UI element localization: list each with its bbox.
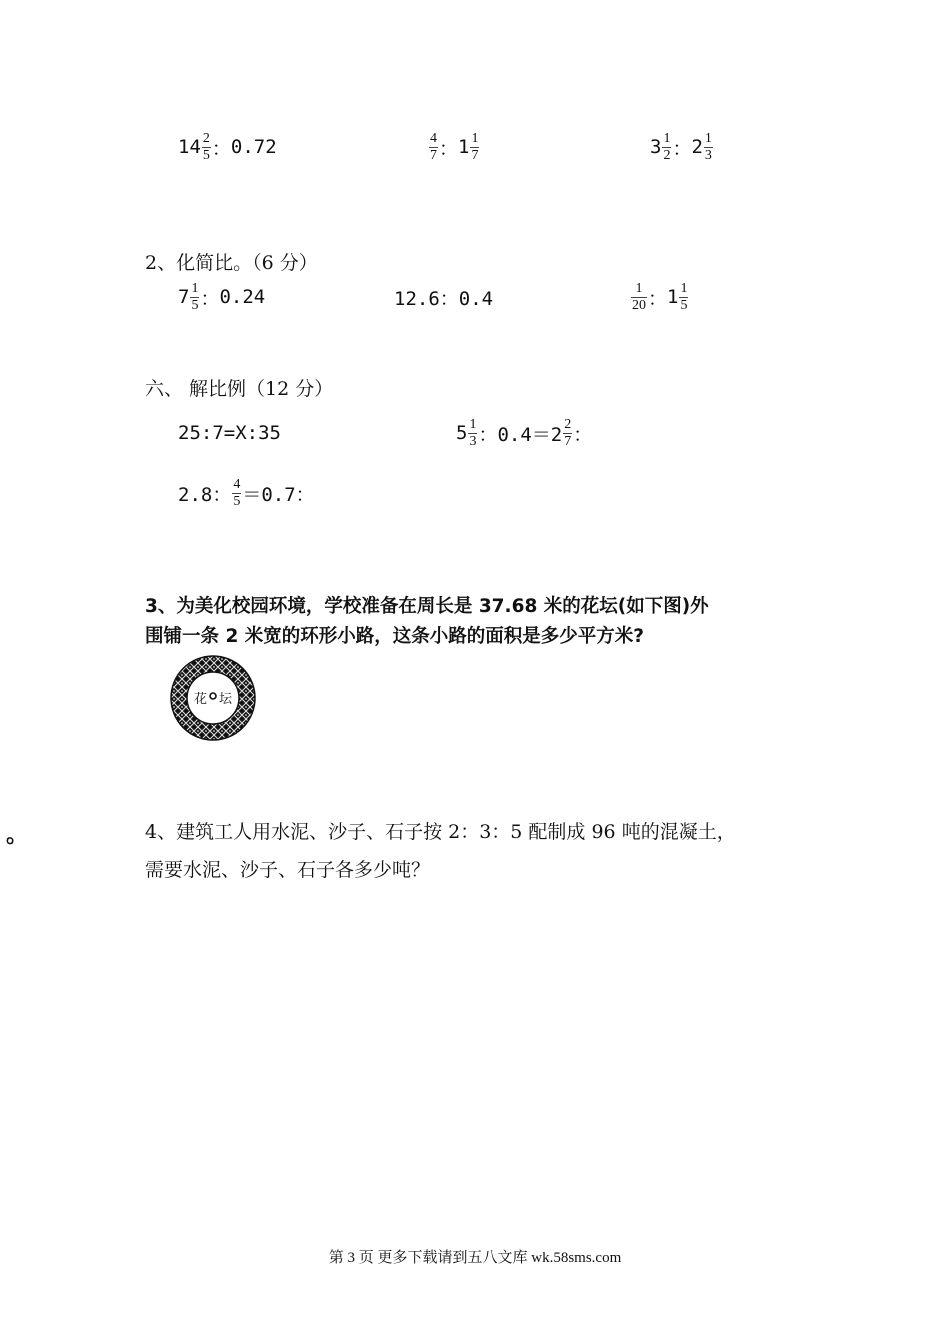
- fraction: $\frac{2}{5}$: [202, 130, 210, 163]
- simplify-item-1: [178, 277, 265, 317]
- fraction: $\frac{1}{5}$: [680, 280, 688, 313]
- fraction: $\frac{4}{7}$: [430, 130, 437, 163]
- ratio-item-1: [178, 127, 277, 167]
- flower-bed-ring-image: [170, 655, 256, 741]
- margin-bullet: 。: [6, 822, 29, 848]
- whole-number: 2: [691, 136, 703, 158]
- whole-number: 5: [456, 422, 468, 444]
- problem-3-line-2: 围铺一条 2 米宽的环形小路，这条小路的面积是多少平方米?: [145, 626, 644, 647]
- ratio-rhs: 0.24: [219, 286, 266, 308]
- fraction: $\frac{1}{5}$: [191, 280, 199, 313]
- whole-number: 1: [667, 286, 679, 308]
- section-heading-simplify: 2、化简比。（6 分）: [145, 252, 318, 274]
- fraction: $\frac{4}{5}$: [233, 476, 241, 509]
- proportion-middle: ：0.4＝2: [478, 423, 563, 446]
- whole-number: 7: [178, 286, 190, 308]
- figure-label-flower: 花: [194, 692, 208, 707]
- whole-number: 14: [178, 136, 201, 158]
- proportion-item-2: [456, 413, 592, 453]
- ratio-item-3: [650, 127, 714, 167]
- ratio-colon: ：: [211, 137, 231, 160]
- ratio-colon: ：: [648, 287, 668, 310]
- simplify-item-2: 12.6：0.4: [394, 287, 494, 310]
- ratio-item-2: [428, 127, 480, 167]
- fraction: $\frac{1}{7}$: [471, 130, 479, 163]
- fraction: $\frac{1}{2}$: [663, 130, 671, 163]
- proportion-item-1: 25:7=X:35: [178, 422, 281, 444]
- proportion-tail: ：: [573, 423, 593, 446]
- simplify-item-3: [630, 277, 689, 317]
- ratio-colon: ：: [200, 287, 220, 310]
- ratio-colon: ：: [672, 137, 692, 160]
- whole-number: 3: [650, 136, 662, 158]
- fraction: $\frac{1}{20}$: [632, 280, 646, 313]
- page-footer: 第 3 页 更多下载请到五八文库 wk.58sms.com: [328, 1250, 622, 1266]
- proportion-item-3: [178, 473, 315, 513]
- problem-3-line-1: 3、为美化校园环境，学校准备在周长是 37.68 米的花坛(如下图)外: [145, 596, 709, 617]
- problem-4-line-2: 需要水泥、沙子、石子各多少吨？: [145, 859, 431, 881]
- proportion-lhs: 2.8：: [178, 483, 232, 506]
- fraction: $\frac{1}{3}$: [469, 416, 477, 449]
- whole-number: 1: [458, 136, 470, 158]
- section-heading-solve: 六、 解比例（12 分）: [145, 378, 334, 400]
- problem-4-line-1: 4、建筑工人用水泥、沙子、石子按 2：3：5 配制成 96 吨的混凝土，: [145, 821, 736, 843]
- figure-label-bed: 坛: [219, 692, 233, 707]
- fraction: $\frac{1}{3}$: [704, 130, 712, 163]
- flower-bed-figure: [170, 655, 256, 741]
- ratio-rhs: 0.72: [230, 136, 277, 158]
- fraction: $\frac{2}{7}$: [564, 416, 572, 449]
- proportion-tail: ＝0.7：: [242, 483, 315, 506]
- ratio-colon: ：: [439, 137, 459, 160]
